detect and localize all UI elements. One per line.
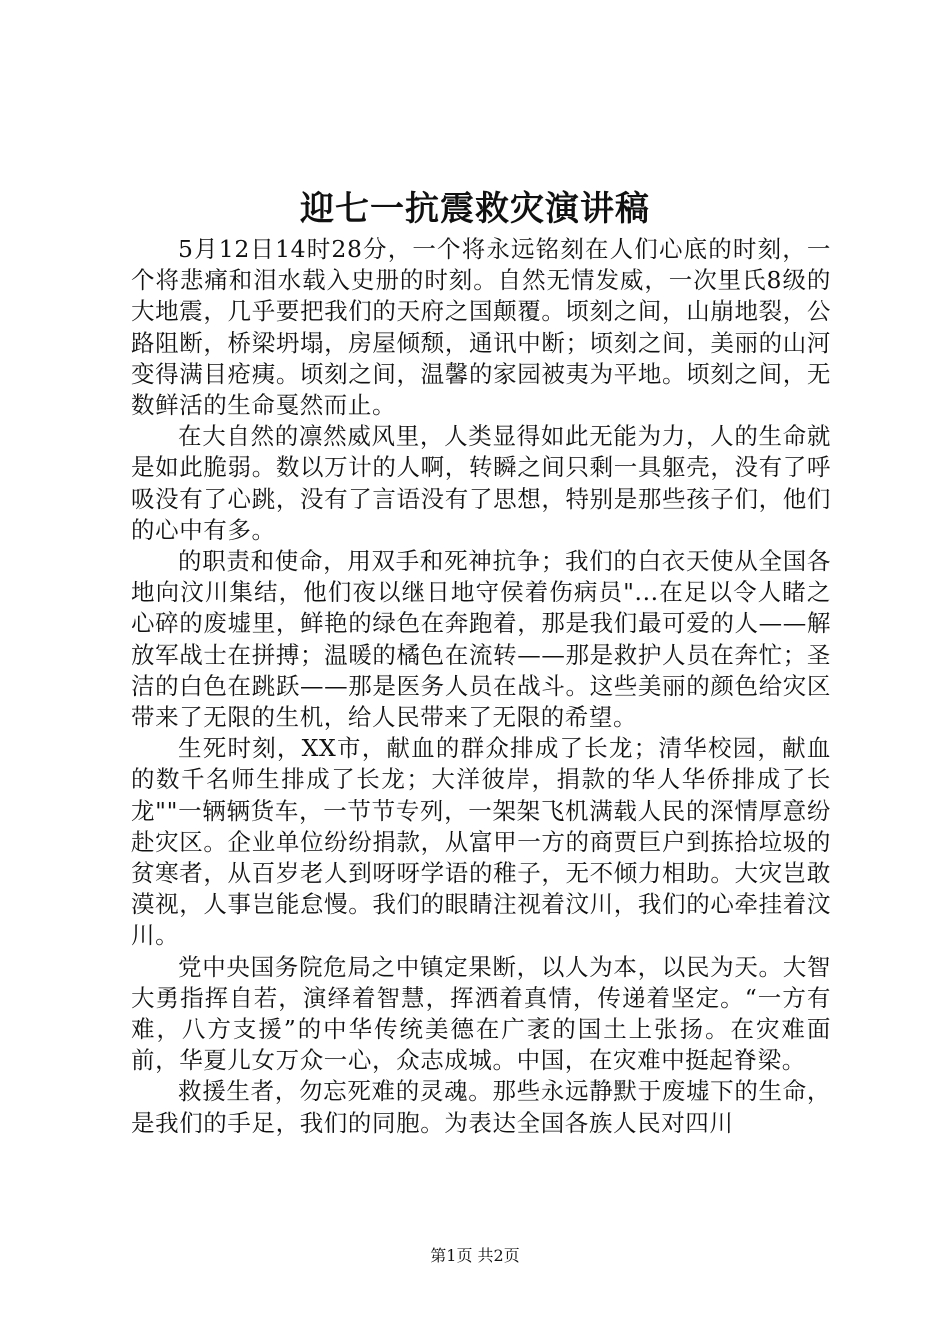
paragraph-6: 救援生者，勿忘死难的灵魂。那些永远静默于废墟下的生命，是我们的手足，我们的同胞。为表达全国各族人民对四川 (131, 1077, 831, 1137)
document-body (131, 234, 831, 1139)
paragraph-3: 的职责和使命，用双手和死神抗争；我们的白衣天使从全国各地向汶川集结，他们夜以继日地守侯着伤病员"...在足以令人睹之心碎的废墟里，鲜艳的绿色在奔跑着，那是我们最可爱的人——解放军战士在拼搏；温暖的橘色在流转——那是救护人员在奔忙；圣洁的白色在跳跃——那是医务人员在战斗。这些美丽的颜色给灾区带来了无限的生机，给人民带来了无限的希望。 (131, 547, 831, 732)
document-title: 迎七一抗震救灾演讲稿 (300, 189, 650, 229)
paragraph-2: 在大自然的凛然威风里，人类显得如此无能为力，人的生命就是如此脆弱。数以万计的人啊，转瞬之间只剩一具躯壳，没有了呼吸没有了心跳，没有了言语没有了思想，特别是那些孩子们，他们的心中有多。 (131, 422, 831, 544)
page-number-footer: 第1页 共2页 (430, 1246, 520, 1265)
paragraph-1: 5月12日14时28分，一个将永远铭刻在人们心底的时刻，一个将悲痛和泪水载入史册的时刻。自然无情发威，一次里氏8级的大地震，几乎要把我们的天府之国颠覆。顷刻之间，山崩地裂，公路阻断，桥梁坍塌，房屋倾颓，通讯中断；顷刻之间，美丽的山河变得满目疮痍。顷刻之间，温馨的家园被夷为平地。顷刻之间，无数鲜活的生命戛然而止。 (131, 235, 831, 420)
paragraph-4: 生死时刻，XX市，献血的群众排成了长龙；清华校园，献血的数千名师生排成了长龙；大洋彼岸，捐款的华人华侨排成了长龙""一辆辆货车，一节节专列，一架架飞机满载人民的深情厚意纷赴灾区。企业单位纷纷捐款，从富甲一方的商贾巨户到拣拾垃圾的贫寒者，从百岁老人到呀呀学语的稚子，无不倾力相助。大灾岂敢漠视，人事岂能怠慢。我们的眼睛注视着汶川，我们的心牵挂着汶川。 (131, 734, 831, 950)
paragraph-5: 党中央国务院危局之中镇定果断，以人为本，以民为天。大智大勇指挥自若，演绎着智慧，挥洒着真情，传递着坚定。“一方有难，八方支援”的中华传统美德在广袤的国土上张扬。在灾难面前，华夏儿女万众一心，众志成城。中国，在灾难中挺起脊梁。 (131, 952, 831, 1075)
